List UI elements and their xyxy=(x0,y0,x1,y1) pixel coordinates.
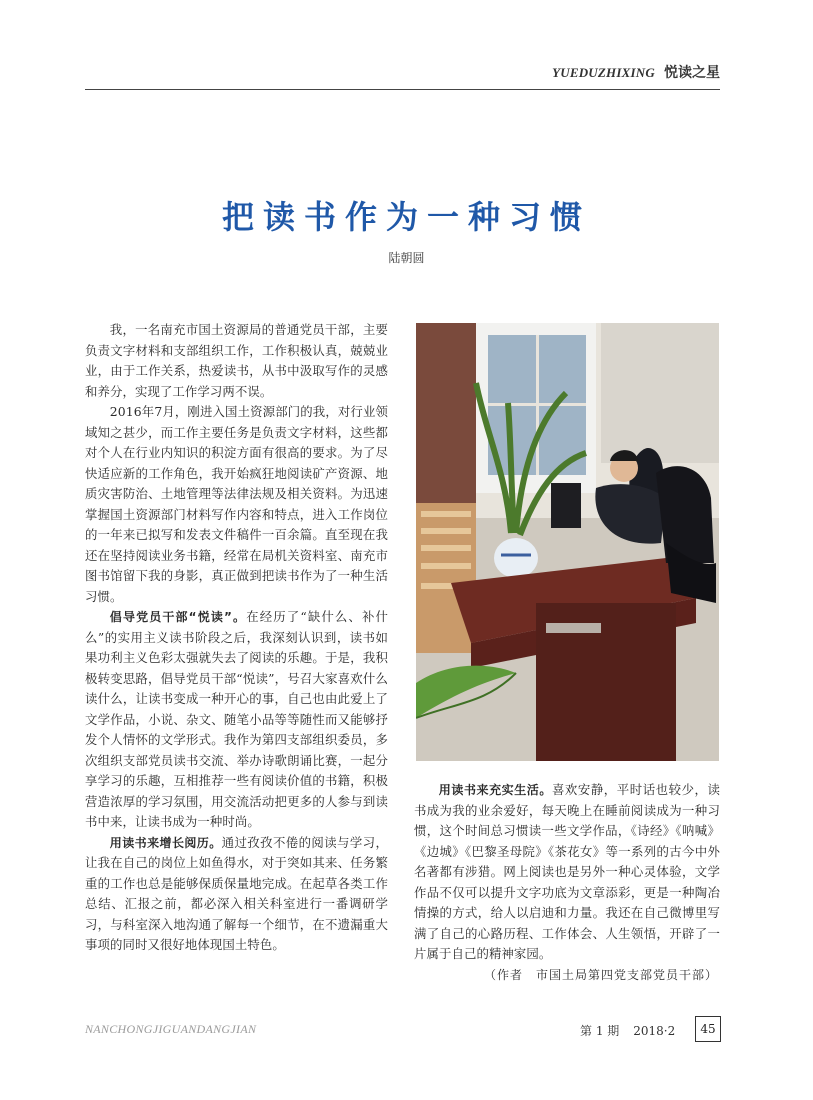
issue-date: 2018·2 xyxy=(633,1024,676,1038)
issue-number: 第 1 期 xyxy=(580,1024,620,1038)
paragraph-lead: 倡导党员干部“悦读”。 xyxy=(109,610,247,624)
paragraph-text: 在经历了“缺什么、补什么”的实用主义读书阶段之后，我深刻认识到，读书如果功利主义色彩太强就失去了阅读的乐趣。于是，我积极转变思路，倡导党员干部“悦读”，号召大家喜欢什么读什么，让读书变成一种开心的事，自己也由此爱上了文学作品，小说、杂文、随笔小品等等随性而又能够抒发个人情怀的文学形式。我作为第四支部组织委员，多次组织支部党员读书交流、举办诗歌朗诵比赛，一起分享学习的乐趣，互相推荐一些有阅读价值的书籍，积极营造浓厚的学习氛围，用交流活动把更多的人参与到读书中来，让读书成为一种时尚。 xyxy=(85,609,388,829)
left-column xyxy=(85,320,388,956)
paragraph-lead: 用读书来充实生活。 xyxy=(438,783,552,797)
paragraph-4 xyxy=(85,833,388,956)
paragraph-text: 2016年7月，刚进入国土资源部门的我，对行业领域知之甚少，而工作主要任务是负责文字材料，这些都对个人在行业内知识的积淀方面有很高的要求。为了尽快适应新的工作角色，我开始疯狂地阅读矿产资源、地质灾害防治、土地管理等法律法规及相关资料。为迅速掌握国土资源部门材料写作内容和特点，进入工作岗位的一年来已拟写和发表文件稿件一百余篇。直至现在我还在坚持阅读业务书籍，经常在局机关资料室、南充市图书馆留下我的身影，真正做到把读书作为了一种生活习惯。 xyxy=(85,404,388,604)
paragraph-text: 喜欢安静，平时话也较少，读书成为我的业余爱好，每天晚上在睡前阅读成为一种习惯，这个时间总习惯读一些文学作品，《诗经》《呐喊》《边城》《巴黎圣母院》《茶花女》等一系列的古今中外名著都有涉猎。网上阅读也是另外一种心灵体验，文学作品不仅可以提升文字功底为文章添彩，更是一种陶冶情操的方式，给人以启迪和力量。我还在自己微博里写满了自己的心路历程、工作体会、人生领悟，开辟了一片属于自己的精神家园。 xyxy=(414,782,720,961)
page-number: 45 xyxy=(695,1016,721,1042)
article-author: 陆朝圆 xyxy=(388,251,425,265)
author-signature: （作者 市国土局第四党支部党员干部） xyxy=(483,967,718,982)
header-rule xyxy=(85,89,720,90)
right-column xyxy=(414,780,720,985)
office-photo-illustration xyxy=(416,323,719,761)
paragraph-text: 通过孜孜不倦的阅读与学习，让我在自己的岗位上如鱼得水，对于突如其来、任务繁重的工作也总是能够保质保量地完成。在起草各类工作总结、汇报之前，都必深入相关科室进行一番调研学习，与科室深入地沟通了解每一个细节，在不遗漏重大事项的同时又很好地体现国土特色。 xyxy=(85,834,388,952)
paragraph-text: 我，一名南充市国土资源局的普通党员干部，主要负责文字材料和支部组织工作，工作积极认真，兢兢业业，由于工作关系，热爱读书，从书中汲取写作的灵感和养分，实现了工作学习两不误。 xyxy=(85,322,388,399)
article-title: 把读书作为一种习惯 xyxy=(221,198,591,236)
header-english: YUEDUZHIXING xyxy=(552,65,655,80)
header-chinese: 悦读之星 xyxy=(664,65,720,81)
running-header xyxy=(540,62,720,86)
paragraph-2 xyxy=(85,402,388,607)
paragraph-lead: 用读书来增长阅历。 xyxy=(109,835,222,850)
issue-info xyxy=(580,1022,689,1039)
paragraph-3 xyxy=(85,607,388,833)
paragraph-1 xyxy=(85,320,388,402)
paragraph-5 xyxy=(414,780,720,965)
author-photo xyxy=(416,323,719,761)
journal-name-footer: NANCHONGJIGUANDANGJIAN xyxy=(85,1022,257,1036)
